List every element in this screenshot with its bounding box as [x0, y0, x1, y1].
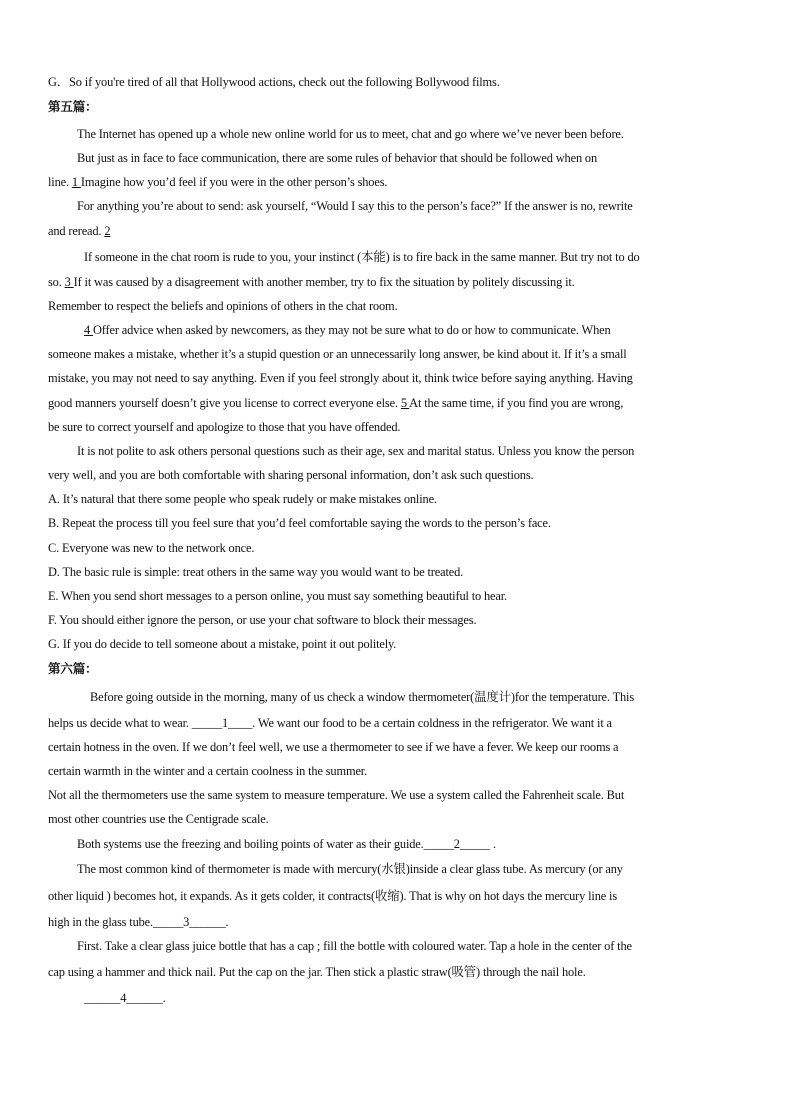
option-b: B. Repeat the process till you feel sure that you’d feel comfortable saying the words to the person’s face. [48, 516, 551, 530]
text-line [48, 174, 387, 190]
section-heading: 第五篇： [48, 99, 98, 114]
text-segment: line. [48, 175, 72, 189]
text-line: certain hotness in the oven. If we don’t feel well, we use a thermometer to see if we have a fever. We keep our rooms a [48, 740, 619, 754]
text-line [48, 274, 575, 290]
text-line: G．So if you're tired of all that Hollywood actions, check out the following Bollywood films. [48, 75, 500, 89]
text-line: But just as in face to face communication, there are some rules of behavior that should be followed when on [77, 151, 598, 165]
text-line: other liquid ) becomes hot, it expands. As it gets colder, it contracts(收缩). That is why on hot days the mercury line is [48, 889, 618, 903]
option-d: D. The basic rule is simple: treat others in the same way you would want to be treated. [48, 565, 464, 579]
text-line: be sure to correct yourself and apologize to those that you have offended. [48, 420, 401, 434]
blank-number: 4 [84, 323, 93, 337]
text-line: most other countries use the Centigrade scale. [48, 812, 269, 826]
blank-number: 3 [64, 275, 74, 289]
text-line: helps us decide what to wear. _____1____. We want our food to be a certain coldness in the refrigerator. We want it a [48, 716, 612, 730]
text-line: mistake, you may not need to say anything. Even if you feel strongly about it, think twice before saying anything. Having [48, 371, 633, 385]
text-segment: Offer advice when asked by newcomers, as they may not be sure what to do or how to communicate. When [93, 323, 611, 337]
text-line [48, 395, 623, 411]
text-segment: Imagine how you’d feel if you were in the other person’s shoes. [80, 175, 388, 189]
text-line: First. Take a clear glass juice bottle that has a cap ; fill the bottle with coloured water. Tap a hole in the center of the [77, 939, 632, 953]
text-line: Remember to respect the beliefs and opinions of others in the chat room. [48, 299, 398, 313]
text-line: ______4______. [84, 991, 166, 1005]
text-line: The Internet has opened up a whole new online world for us to meet, chat and go where we’ve never been before. [77, 127, 624, 141]
text-line [84, 322, 611, 338]
text-line: cap using a hammer and thick nail. Put the cap on the jar. Then stick a plastic straw(吸管) through the nail hole. [48, 965, 586, 979]
text-line: someone makes a mistake, whether it’s a stupid question or an unnecessarily long answer, be kind about it. If it’s a small [48, 347, 627, 361]
option-a: A. It’s natural that there some people who speak rudely or make mistakes online. [48, 492, 437, 506]
text-line: If someone in the chat room is rude to you, your instinct (本能) is to fire back in the same manner. But try not to do [84, 250, 640, 264]
blank-number: 1 [71, 175, 81, 189]
text-segment: At the same time, if you find you are wrong, [409, 396, 624, 410]
text-line: high in the glass tube._____3______. [48, 915, 229, 929]
text-line: certain warmth in the winter and a certain coolness in the summer. [48, 764, 368, 778]
text-line: For anything you’re about to send: ask yourself, “Would I say this to the person’s face?” If the answer is no, rewrite [77, 199, 633, 213]
text-line: Before going outside in the morning, many of us check a window thermometer(温度计)for the temperature. This [90, 690, 635, 704]
section-heading: 第六篇： [48, 661, 98, 676]
text-line: The most common kind of thermometer is made with mercury(水银)inside a clear glass tube. As mercury (or any [77, 862, 623, 876]
option-c: C. Everyone was new to the network once. [48, 541, 255, 555]
text-segment: so. [48, 275, 65, 289]
blank-number: 2 [104, 224, 111, 238]
text-segment: If it was caused by a disagreement with another member, try to fix the situation by politely discussing it. [73, 275, 575, 289]
text-line [48, 223, 110, 239]
option-f: F. You should either ignore the person, or use your chat software to block their messages. [48, 613, 477, 627]
blank-number: 5 [400, 396, 410, 410]
text-line: Both systems use the freezing and boiling points of water as their guide._____2_____ . [77, 837, 496, 851]
text-segment: good manners yourself doesn’t give you license to correct everyone else. [48, 396, 401, 410]
text-line: Not all the thermometers use the same system to measure temperature. We use a system called the Fahrenheit scale. But [48, 788, 625, 802]
text-segment: and reread. [48, 224, 105, 238]
text-line: It is not polite to ask others personal questions such as their age, sex and marital status. Unless you know the person [77, 444, 635, 458]
option-e: E. When you send short messages to a person online, you must say something beautiful to hear. [48, 589, 507, 603]
option-g: G. If you do decide to tell someone about a mistake, point it out politely. [48, 637, 397, 651]
text-line: very well, and you are both comfortable with sharing personal information, don’t ask such questions. [48, 468, 534, 482]
